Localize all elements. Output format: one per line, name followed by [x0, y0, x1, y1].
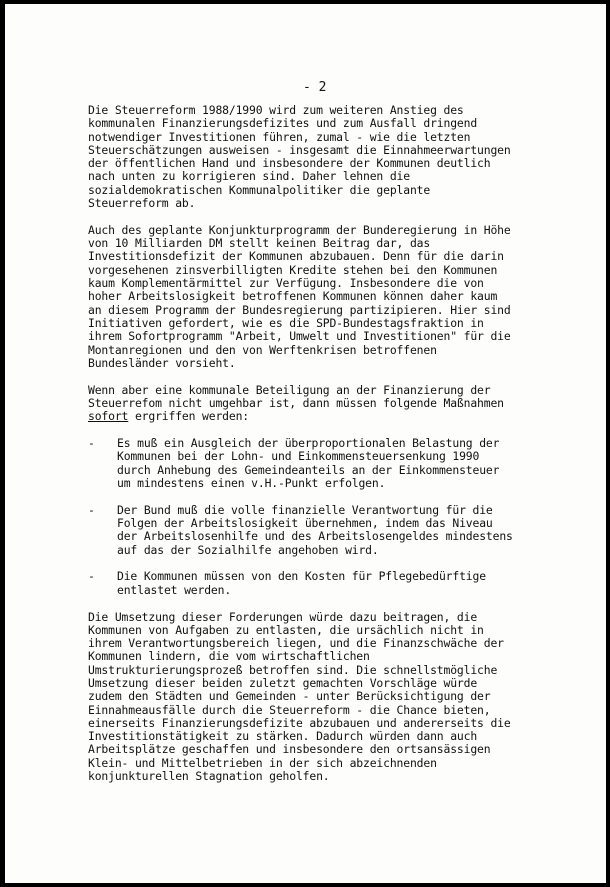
text-line: Die Umsetzung dieser Forderungen würde dazu beitragen, die: [88, 609, 478, 624]
text-line: Kommunen von Aufgaben zu entlasten, die ursächlich nicht in: [88, 622, 484, 637]
text-line: Bundesländer vorsieht.: [88, 355, 236, 370]
text-line: nach unten zu korrigieren sind. Daher lehnen die: [88, 169, 410, 184]
text-line: Die Kommunen müssen von den Kosten für Pflegebedürftige: [117, 569, 486, 584]
paragraph-massnahmen: [88, 384, 558, 424]
text-line: Kommunen bei der Lohn- und Einkommensteuersenkung 1990: [117, 449, 480, 464]
text-line: Umsetzung dieser beiden zuletzt gemachten Vorschläge würde: [88, 675, 478, 690]
bullet-dash: -: [88, 569, 95, 584]
text-line: vorgesehenen zinsverbilligten Kredite stehen bei den Kommunen: [88, 262, 498, 277]
paragraph-steuerreform: [88, 104, 558, 210]
text-line: kommunalen Finanzierungsdefizites und zum Ausfall dringend: [88, 116, 478, 131]
list-item: [88, 504, 558, 557]
text-line: sozialdemokratischen Kommunalpolitiker die geplante: [88, 182, 431, 197]
text-line: an diesem Programm der Bundesregierung partizipieren. Hier sind: [88, 302, 511, 317]
text-line: der öffentlichen Hand und insbesondere der Kommunen deutlich: [88, 156, 491, 171]
text-line: Steuerreform ab.: [88, 196, 196, 211]
bullet-dash: -: [88, 502, 95, 517]
text-line: ihrem Verantwortungsbereich liegen, und die Finanzschwäche der: [88, 636, 504, 651]
text-line: Investitionstätigkeit zu stärken. Dadurch würden dann auch: [88, 729, 478, 744]
text-line: [88, 410, 558, 423]
text-line: Es muß ein Ausgleich der überproportionalen Belastung der: [117, 436, 500, 451]
text-line: durch Anhebung des Gemeindeanteils an der Einkommensteuer: [117, 462, 500, 477]
text-line: Die Steuerreform 1988/1990 wird zum weiteren Anstieg des: [88, 103, 464, 117]
text-line: entlastet werden.: [117, 582, 232, 597]
text-fragment: ergriffen werden:: [128, 409, 249, 424]
paragraph-umsetzung: [88, 611, 558, 784]
text-line: Steuerrefom nicht umgehbar ist, dann müssen folgende Maßnahmen: [88, 395, 504, 410]
text-line: Arbeitsplätze geschaffen und insbesondere den ortsansässigen: [88, 742, 491, 757]
paragraph-konjunkturprogramm: [88, 224, 558, 370]
text-line: Der Bund muß die volle finanzielle Verantwortung für die: [117, 502, 493, 517]
text-line: Steuerschätzungen ausweisen - insgesamt die Einnahmeerwartungen: [88, 142, 511, 157]
demands-list: [88, 437, 558, 597]
bullet-dash: -: [88, 436, 95, 451]
text-line: hoher Arbeitslosigkeit betroffenen Kommunen können daher kaum: [88, 289, 498, 304]
text-line: Initiativen gefordert, wie es die SPD-Bundestagsfraktion in: [88, 315, 484, 330]
text-line: auf das der Sozialhilfe angehoben wird.: [117, 542, 379, 557]
text-line: konjunkturellen Stagnation geholfen.: [88, 769, 330, 784]
text-line: Auch des geplante Konjunkturprogramm der Bunderegierung in Höhe: [88, 222, 511, 237]
text-line: Montanregionen und den von Werftenkrisen betroffenen: [88, 342, 437, 357]
text-line: notwendiger Investitionen führen, zumal - wie die letzten: [88, 129, 471, 144]
text-line: Folgen der Arbeitslosigkeit übernehmen, indem das Niveau: [117, 516, 493, 531]
list-item: [88, 437, 558, 490]
text-line: kaum Komplementärmittel zur Verfügung. Insbesondere die von: [88, 276, 484, 291]
document-body: [88, 104, 558, 797]
text-line: Einnahmeausfälle durch die Steuerreform - die Chance bieten,: [88, 702, 491, 717]
underlined-word: sofort: [88, 409, 129, 424]
page-number: - 2: [303, 80, 327, 95]
text-line: Kommunen lindern, die vom wirtschaftlichen: [88, 649, 370, 664]
text-line: um mindestens einen v.H.-Punkt erfolgen.: [117, 475, 386, 490]
text-line: zudem den Städten und Gemeinden - unter Berücksichtigung der: [88, 689, 491, 704]
text-line: Klein- und Mittelbetrieben in der sich abzeichnenden: [88, 755, 437, 770]
text-line: ihrem Sofortprogramm "Arbeit, Umwelt und Investitionen" für die: [88, 329, 511, 344]
text-line: der Arbeitslosenhilfe und des Arbeitslosengeldes mindestens: [117, 529, 513, 544]
text-line: Wenn aber eine kommunale Beteiligung an der Finanzierung der: [88, 382, 491, 397]
text-line: einerseits Finanzierungsdefizite abzubauen und andererseits die: [88, 715, 511, 730]
text-line: Investitionsdefizit der Kommunen abzubauen. Denn für die darin: [88, 249, 504, 264]
text-line: Umstrukturierungsprozeß betroffen sind. Die schnellstmögliche: [88, 662, 498, 677]
document-page: [5, 4, 606, 883]
text-line: von 10 Milliarden DM stellt keinen Beitrag dar, das: [88, 236, 431, 251]
list-item: [88, 570, 558, 597]
